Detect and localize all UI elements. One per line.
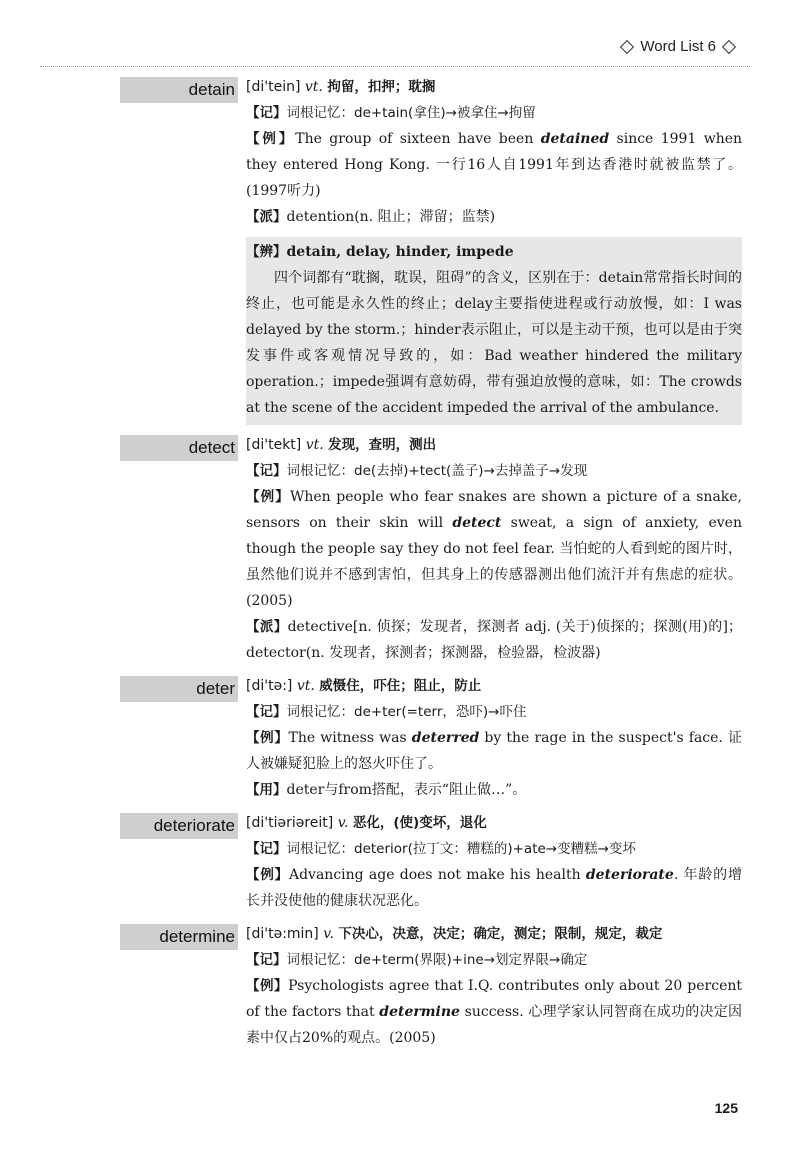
example-post: . 年龄的增长并没使他的健康状况恶化。	[246, 867, 742, 909]
running-header	[618, 38, 738, 55]
entry-determine	[0, 921, 800, 1051]
example-keyword: detect	[452, 515, 502, 531]
phonetic: [di'tekt]	[246, 437, 302, 453]
example-keyword: detained	[540, 131, 610, 147]
memo-tag: 【记】	[246, 952, 287, 968]
example-pre: The group of sixteen have been	[295, 131, 541, 147]
entry-deteriorate	[0, 810, 800, 914]
headword: determine	[120, 924, 238, 950]
usage-tag: 【用】	[246, 782, 287, 798]
definition: 下决心，决意，决定；确定，测定；限制，规定，裁定	[338, 926, 663, 942]
headword: deter	[120, 676, 238, 702]
definition: 恶化，(使)变坏，退化	[352, 815, 487, 831]
entry-deter	[0, 673, 800, 803]
example-keyword: determine	[379, 1004, 460, 1020]
example-line	[246, 725, 742, 777]
note-text: 四个词都有“耽搁，耽误，阻碍”的含义，区别在于：detain常常指长时间的终止，也可能是永久性的终止；delay主要指使进程或行动放慢，如：I was delayed by the storm.；hinder表示阻止，可以是主动干预，也可以是由于突发事件或客观情况导致的，如：Bad weather hindered the military operation.；impede强调有意妨碍，带有强迫放慢的意味，如：The crowds at the scene of the accident impeded the arrival of the ambulance.	[246, 270, 742, 416]
example-tag: 【例】	[246, 730, 289, 746]
definition: 威慑住，吓住；阻止，防止	[319, 678, 482, 694]
memo-tag: 【记】	[246, 105, 287, 121]
note-tag: 【辨】	[246, 244, 287, 260]
memo-text: 词根记忆：de(去掉)+tect(盖子)→去掉盖子→发现	[286, 463, 588, 479]
usage-note-box	[246, 237, 742, 425]
memo-tag: 【记】	[246, 704, 287, 720]
phonetic: [di'tə:min]	[246, 926, 319, 942]
headword: detain	[120, 77, 238, 103]
example-pre: Psychologists agree that I.Q. contributes only about 20 percent of the factors that	[246, 978, 742, 1020]
usage-text: deter与from搭配，表示“阻止做…”。	[286, 782, 527, 798]
headword: deteriorate	[120, 813, 238, 839]
example-post: since 1991 when they entered Hong Kong. 一行16人自1991年到达香港时就被监禁了。(1997听力)	[246, 131, 743, 199]
entry-detect	[0, 432, 800, 666]
memo-tag: 【记】	[246, 841, 287, 857]
note-title: detain, delay, hinder, impede	[286, 244, 514, 260]
header-title: Word List 6	[640, 38, 716, 55]
memo-text: 词根记忆：de+tain(拿住)→被拿住→拘留	[286, 105, 536, 121]
phonetic: [di'tiəriəreit]	[246, 815, 334, 831]
part-of-speech: vt.	[304, 79, 323, 95]
example-tag: 【例】	[246, 978, 289, 994]
memo-text: 词根记忆：deterior(拉丁文：糟糕的)+ate→变糟糕→变坏	[286, 841, 636, 857]
phonetic: [di'tein]	[246, 79, 301, 95]
diamond-icon	[620, 39, 634, 53]
derive-line	[246, 614, 742, 666]
derive-line	[246, 204, 742, 230]
example-tag: 【例】	[246, 489, 290, 505]
memo-line	[246, 699, 742, 725]
memo-line	[246, 836, 742, 862]
word-list	[0, 74, 800, 1058]
example-line	[246, 484, 742, 614]
example-pre: Advancing age does not make his health	[288, 867, 586, 883]
diamond-icon	[722, 39, 736, 53]
example-keyword: deteriorate	[585, 867, 674, 883]
part-of-speech: v.	[337, 815, 349, 831]
example-tag: 【例】	[246, 867, 289, 883]
example-line	[246, 862, 742, 914]
derive-tag: 【派】	[246, 619, 288, 635]
phonetic: [di'tə:]	[246, 678, 293, 694]
entry-heading	[246, 74, 742, 100]
example-line	[246, 973, 742, 1051]
page-number: 125	[714, 1100, 738, 1116]
example-post: by the rage in the suspect's face. 证人被嫌疑犯脸上的怒火吓住了。	[246, 730, 742, 772]
part-of-speech: vt.	[296, 678, 315, 694]
part-of-speech: v.	[323, 926, 334, 942]
example-line	[246, 126, 742, 204]
note-title-line	[246, 239, 742, 265]
example-pre: When people who fear snakes are shown a picture of a snake, sensors on their skin will	[246, 489, 743, 531]
header-rule	[40, 66, 750, 67]
memo-line	[246, 100, 742, 126]
example-post: sweat, a sign of anxiety, even though the people say they do not feel fear. 当怕蛇的人看到蛇的图片时，虽然他们说并不感到害怕，但其身上的传感器测出他们流汗并有焦虑的症状。(2005)	[246, 515, 742, 609]
derive-text: detention(n. 阻止；滞留；监禁)	[286, 209, 496, 225]
usage-line	[246, 777, 742, 803]
entry-detain	[0, 74, 800, 425]
memo-line	[246, 947, 742, 973]
example-keyword: deterred	[411, 730, 480, 746]
part-of-speech: vt.	[305, 437, 324, 453]
memo-text: 词根记忆：de+ter(=terr，恐吓)→吓住	[286, 704, 527, 720]
memo-text: 词根记忆：de+term(界限)+ine→划定界限→确定	[286, 952, 588, 968]
example-post: success. 心理学家认同智商在成功的决定因素中仅占20%的观点。(2005)	[246, 1004, 742, 1046]
memo-line	[246, 458, 742, 484]
example-pre: The witness was	[288, 730, 412, 746]
definition: 拘留，扣押；耽搁	[327, 79, 436, 95]
derive-tag: 【派】	[246, 209, 287, 225]
entry-heading	[246, 673, 742, 699]
example-tag: 【例】	[246, 131, 296, 147]
definition: 发现，查明，测出	[328, 437, 437, 453]
entry-heading	[246, 432, 742, 458]
derive-text: detective[n. 侦探；发现者，探测者 adj. (关于)侦探的；探测(用)的]；detector(n. 发现者，探测者；探测器，检验器，检波器)	[246, 619, 743, 661]
headword: detect	[120, 435, 238, 461]
entry-heading	[246, 810, 742, 836]
entry-heading	[246, 921, 742, 947]
memo-tag: 【记】	[246, 463, 287, 479]
